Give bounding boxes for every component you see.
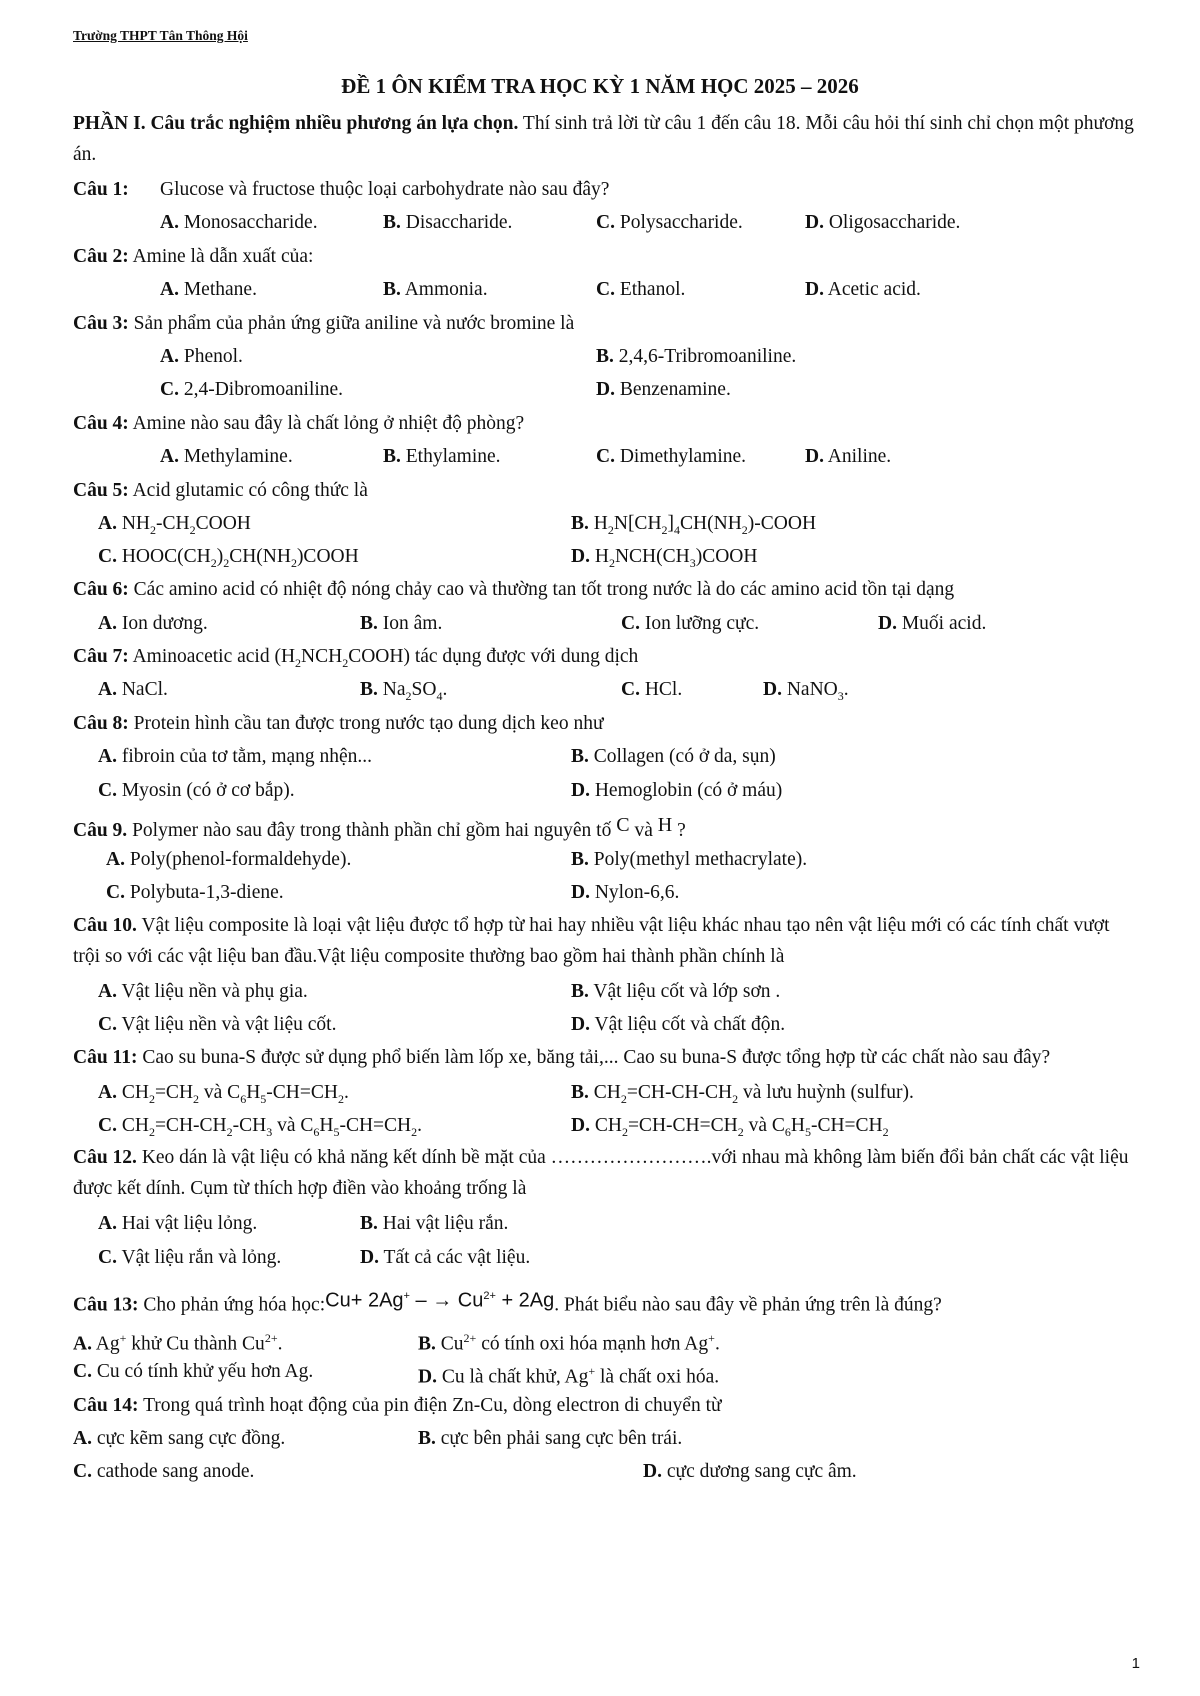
question-8-options-row1 xyxy=(73,740,1136,773)
question-9-options-row2 xyxy=(73,876,1136,909)
option-d[interactable]: D. $H_2NCH(CH_3)COOH$ xyxy=(571,546,758,571)
exam-title: ĐỀ 1 ÔN KIỂM TRA HỌC KỲ 1 NĂM HỌC 2025 – 2026 xyxy=(341,74,859,98)
part-1-instruction: PHẦN I. Câu trắc nghiệm nhiều phương án lựa chọn. Thí sinh trả lời từ câu 1 đến câu 18. Mỗi câu hỏi thí sinh chỉ chọn một phương án. xyxy=(73,113,1134,165)
option-a[interactable]: A. Vật liệu nền và phụ gia. xyxy=(98,980,308,1002)
question-9-options-row1 xyxy=(73,843,1136,876)
question-11: Câu 11: Cao su buna-S được sử dụng phổ biến làm lốp xe, băng tải,... Cao su buna-S được tổng hợp từ các chất nào sau đây? xyxy=(73,1046,1051,1068)
option-c[interactable]: C. Ethanol. xyxy=(596,279,686,301)
option-c[interactable]: C. Vật liệu nền và vật liệu cốt. xyxy=(98,1014,337,1036)
option-a[interactable]: A. Hai vật liệu lỏng. xyxy=(98,1213,258,1235)
question-10-options-row2 xyxy=(73,1008,1136,1041)
option-a[interactable]: A. Methane. xyxy=(160,279,257,301)
option-d[interactable]: D. Muối acid. xyxy=(878,612,987,634)
question-12-options-row2 xyxy=(73,1241,1136,1274)
question-13-options-row2 xyxy=(73,1355,1136,1388)
option-d[interactable]: D. Vật liệu cốt và chất độn. xyxy=(571,1014,786,1036)
option-d[interactable]: D. cực dương sang cực âm. xyxy=(643,1461,857,1483)
option-c[interactable]: C. Myosin (có ở cơ bắp). xyxy=(98,779,295,801)
question-7-options xyxy=(73,673,1136,706)
option-b[interactable]: B. Poly(methyl methacrylate). xyxy=(571,849,808,871)
option-d[interactable]: D. Hemoglobin (có ở máu) xyxy=(571,779,783,801)
question-14-options-row2 xyxy=(73,1455,1136,1488)
page-number: 1 xyxy=(1131,1655,1140,1672)
question-3: Câu 3: Sản phẩm của phản ứng giữa aniline và nước bromine là xyxy=(73,312,575,334)
option-d[interactable]: D. Nylon-6,6. xyxy=(571,882,680,904)
option-b[interactable]: B. 2,4,6-Tribromoaniline. xyxy=(596,345,797,367)
option-b[interactable]: B. $Na_2SO_4$. xyxy=(360,679,448,704)
option-c[interactable]: C. Ion lưỡng cực. xyxy=(621,612,760,634)
option-d[interactable]: D. Cu là chất khử, Ag+ là chất oxi hóa. xyxy=(418,1364,720,1388)
question-2: Câu 2: Amine là dẫn xuất của: xyxy=(73,245,314,267)
reaction-equation: Cu+ 2Ag+ – → $Cu^{2+} + 2Ag$ xyxy=(325,1289,555,1312)
option-b[interactable]: B. Vật liệu cốt và lớp sơn . xyxy=(571,980,781,1002)
option-c[interactable]: C. $CH_2=CH-CH_2-CH_3$ và $C_6H_5-CH=CH_2$. xyxy=(98,1114,423,1139)
option-c[interactable]: C. Cu có tính khử yếu hơn Ag. xyxy=(73,1361,314,1383)
question-13: Câu 13: Cho phản ứng hóa học:Cu+ 2Ag+ – → $Cu^{2+} + 2Ag$. Phát biểu nào sau đây về phản ứng trên là đúng? xyxy=(73,1280,1136,1322)
option-d[interactable]: D. $CH_2=CH-CH=CH_2$ và $C_6H_5-CH=CH_2$ xyxy=(571,1114,889,1139)
question-14-options-row1 xyxy=(73,1422,1136,1455)
question-12-options-row1 xyxy=(73,1207,1136,1240)
question-1: Câu 1: Glucose và fructose thuộc loại carbohydrate nào sau đây? xyxy=(73,179,610,200)
option-a[interactable]: A. Ag+ khử Cu thành $Cu^{2+}$. xyxy=(73,1330,283,1355)
option-a[interactable]: A. Ion dương. xyxy=(98,612,208,634)
option-d[interactable]: D. Tất cả các vật liệu. xyxy=(360,1246,531,1268)
question-10: Câu 10. Vật liệu composite là loại vật liệu được tổ hợp từ hai hay nhiều vật liệu khác nhau tạo nên vật liệu mới có các tính chất vượt trội so với các vật liệu ban đầu.Vật liệu composite thường bao gồm hai thành phần chính là xyxy=(73,914,1110,967)
option-a[interactable]: A. Monosaccharide. xyxy=(160,212,318,234)
option-b[interactable]: B. Disaccharide. xyxy=(383,212,513,234)
option-d[interactable]: D. Acetic acid. xyxy=(805,279,921,301)
option-d[interactable]: D. NaNO$_3$. xyxy=(763,679,849,704)
question-3-options-row2 xyxy=(73,373,1136,406)
question-6: Câu 6: Các amino acid có nhiệt độ nóng chảy cao và thường tan tốt trong nước là do các amino acid tồn tại dạng xyxy=(73,578,955,600)
question-3-options-row1 xyxy=(73,340,1136,373)
question-2-options xyxy=(73,273,1136,306)
option-b[interactable]: B. $Cu^{2+}$ có tính oxi hóa mạnh hơn Ag+. xyxy=(418,1330,720,1355)
question-14: Câu 14: Trong quá trình hoạt động của pin điện Zn-Cu, dòng electron di chuyển từ xyxy=(73,1394,722,1416)
question-11-options-row1 xyxy=(73,1076,1136,1109)
question-12: Câu 12. Keo dán là vật liệu có khả năng kết dính bề mặt của …………………….với nhau mà không làm biến đổi bản chất các vật liệu được kết dính. Cụm từ thích hợp điền vào khoảng trống là xyxy=(73,1147,1129,1200)
option-b[interactable]: B. Hai vật liệu rắn. xyxy=(360,1213,509,1235)
option-c[interactable]: C. cathode sang anode. xyxy=(73,1461,255,1483)
option-a[interactable]: A. Poly(phenol-formaldehyde). xyxy=(106,849,352,871)
option-c[interactable]: C. Polysaccharide. xyxy=(596,212,743,234)
option-d[interactable]: D. Oligosaccharide. xyxy=(805,212,961,234)
option-b[interactable]: B. Ammonia. xyxy=(383,279,488,301)
question-4-options xyxy=(73,440,1136,473)
option-c[interactable]: C. $HOOC(CH_2)_2CH(NH_2)COOH$ xyxy=(98,546,359,571)
question-1-options xyxy=(73,206,1136,239)
option-c[interactable]: C. 2,4-Dibromoaniline. xyxy=(160,379,344,401)
option-a[interactable]: A. Methylamine. xyxy=(160,446,293,468)
option-b[interactable]: B. cực bên phải sang cực bên trái. xyxy=(418,1427,683,1449)
question-8: Câu 8: Protein hình cầu tan được trong nước tạo dung dịch keo như xyxy=(73,712,604,734)
question-6-options xyxy=(73,607,1136,640)
school-header: Trường THPT Tân Thông Hội xyxy=(73,28,248,43)
option-a[interactable]: A. $NH_2-CH_2COOH$ xyxy=(98,512,251,537)
option-d[interactable]: D. Aniline. xyxy=(805,446,892,468)
option-a[interactable]: A. NaCl. xyxy=(98,679,168,701)
option-a[interactable]: A. cực kẽm sang cực đồng. xyxy=(73,1427,286,1449)
option-a[interactable]: A. $CH_2=CH_2$ và $C_6H_5-CH=CH_2$. xyxy=(98,1081,349,1106)
question-13-options-row1 xyxy=(73,1322,1136,1355)
option-b[interactable]: B. Collagen (có ở da, sụn) xyxy=(571,746,776,768)
option-a[interactable]: A. fibroin của tơ tằm, mạng nhện... xyxy=(98,746,373,768)
option-c[interactable]: C. Polybuta-1,3-diene. xyxy=(106,882,284,904)
option-b[interactable]: B. $H_2N[CH_2]_4CH(NH_2)$-COOH xyxy=(571,512,817,537)
question-4: Câu 4: Amine nào sau đây là chất lỏng ở nhiệt độ phòng? xyxy=(73,412,525,434)
option-c[interactable]: C. HCl. xyxy=(621,679,683,701)
question-10-options-row1 xyxy=(73,975,1136,1008)
option-c[interactable]: C. Vật liệu rắn và lỏng. xyxy=(98,1246,282,1268)
question-11-options-row2 xyxy=(73,1109,1136,1142)
question-5-options-row1 xyxy=(73,507,1136,540)
question-5-options-row2 xyxy=(73,540,1136,573)
option-b[interactable]: B. Ethylamine. xyxy=(383,446,501,468)
exam-content xyxy=(73,108,1136,1489)
option-d[interactable]: D. Benzenamine. xyxy=(596,379,731,401)
question-7: Câu 7: Aminoacetic acid $(H_2NCH_2COOH)$ tác dụng được với dung dịch xyxy=(73,646,639,670)
option-c[interactable]: C. Dimethylamine. xyxy=(596,446,747,468)
option-a[interactable]: A. Phenol. xyxy=(160,345,243,367)
option-b[interactable]: B. $CH_2=CH-CH-CH_2$ và lưu huỳnh (sulfur). xyxy=(571,1081,914,1106)
question-8-options-row2 xyxy=(73,774,1136,807)
option-b[interactable]: B. Ion âm. xyxy=(360,612,443,634)
question-9: Câu 9. Polymer nào sau đây trong thành phần chỉ gồm hai nguyên tố C và H ? xyxy=(73,814,686,842)
question-5: Câu 5: Acid glutamic có công thức là xyxy=(73,479,368,501)
